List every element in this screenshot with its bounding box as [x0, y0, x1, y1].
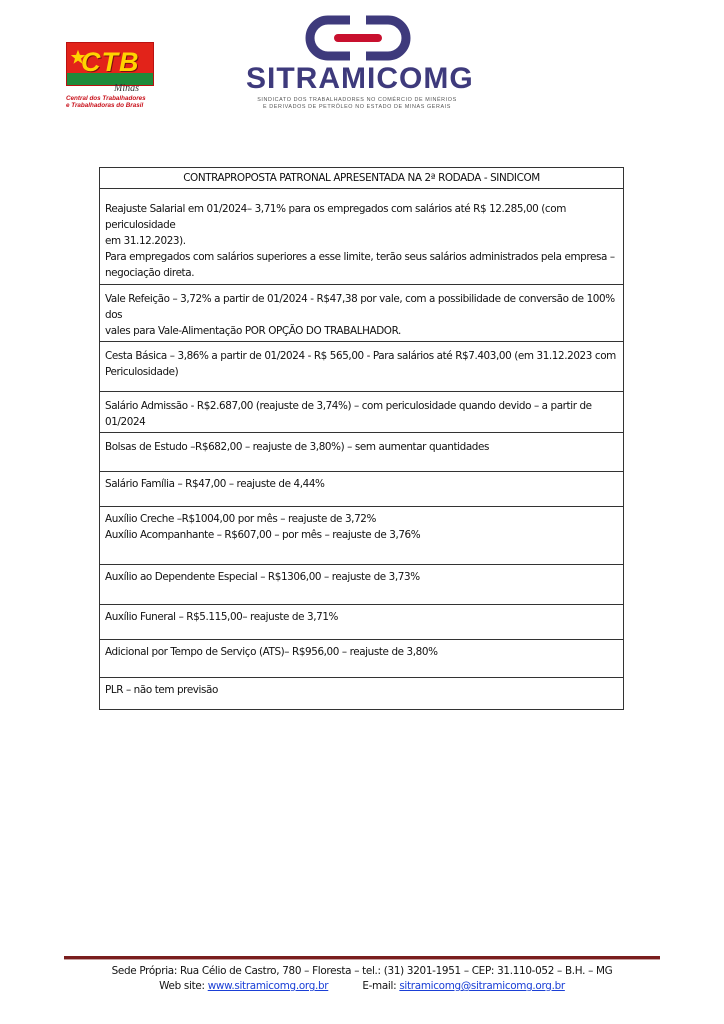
table-row-family-salary: [100, 472, 624, 507]
table-cell: [100, 285, 624, 342]
footer-address: Sede Própria: Rua Célio de Castro, 780 – Floresta – tel.: (31) 3201-1951 – CEP: 31.110-052 – B.H. – MG: [111, 965, 613, 977]
proposal-table: [99, 167, 624, 710]
meal-line: vales para Vale-Alimentação POR OPÇÃO DO TRABALHADOR.: [105, 325, 401, 337]
table-row-daycare-allowance: [100, 507, 624, 565]
basket-line: Cesta Básica – 3,86% a partir de 01/2024 - R$ 565,00 - Para salários até R$7.403,00 (em 31.12.2023 com: [105, 350, 616, 362]
salary-line: Reajuste Salarial em 01/2024– 3,71% para os empregados com salários até R$ 12.285,00 (com periculosidade: [105, 203, 566, 231]
table-cell: [100, 342, 624, 392]
table-cell: [100, 507, 624, 565]
table-header-row: [100, 168, 624, 189]
ctb-logo: [66, 42, 154, 112]
table-row-service-time: [100, 640, 624, 678]
table-cell: PLR – não tem previsão: [100, 678, 624, 710]
daycare-line: Auxílio Creche –R$1004,00 por mês – reajuste de 3,72%: [105, 513, 376, 525]
table-row-special-dependent: [100, 565, 624, 605]
website-link[interactable]: www.sitramicomg.org.br: [207, 980, 329, 992]
ctb-logo-text: CTB: [81, 47, 140, 77]
ctb-subtitle-line1: Central dos Trabalhadores: [66, 95, 146, 102]
salary-line: negociação direta.: [105, 267, 195, 279]
table-row-salary-adjustment: [100, 189, 624, 285]
table-cell: Salário Família – R$47,00 – reajuste de 4,44%: [100, 472, 624, 507]
table-title: CONTRAPROPOSTA PATRONAL APRESENTADA NA 2ª RODADA - SINDICOM: [100, 168, 624, 189]
table-row-scholarship: [100, 433, 624, 472]
companion-line: Auxílio Acompanhante – R$607,00 – por mês – reajuste de 3,76%: [105, 529, 421, 541]
table-cell: Auxílio Funeral – R$5.115,00– reajuste de 3,71%: [100, 605, 624, 640]
ctb-flag: [66, 42, 154, 86]
meal-line: Vale Refeição – 3,72% a partir de 01/2024 - R$47,38 por vale, com a possibilidade de conversão de 100% dos: [105, 293, 615, 321]
table-row-plr: [100, 678, 624, 710]
table-cell: Adicional por Tempo de Serviço (ATS)– R$956,00 – reajuste de 3,80%: [100, 640, 624, 678]
sitramicomg-symbol-icon: [298, 14, 418, 62]
table-cell: Bolsas de Estudo –R$682,00 – reajuste de 3,80%) – sem aumentar quantidades: [100, 433, 624, 472]
table-row-admission-salary: [100, 392, 624, 433]
footer-contacts: [0, 980, 724, 992]
email-link[interactable]: sitramicomg@sitramicomg.org.br: [399, 980, 565, 992]
table-row-funeral-allowance: [100, 605, 624, 640]
website-label: Web site:: [159, 980, 205, 992]
basket-line: Periculosidade): [105, 366, 179, 378]
table-row-basic-basket: [100, 342, 624, 392]
table-cell: Auxílio ao Dependente Especial – R$1306,00 – reajuste de 3,73%: [100, 565, 624, 605]
sitramicomg-logo: [246, 14, 474, 114]
salary-line: Para empregados com salários superiores a esse limite, terão seus salários administrados pela empresa –: [105, 251, 615, 263]
footer-divider: [64, 956, 660, 960]
table-cell: [100, 189, 624, 285]
salary-line: em 31.12.2023).: [105, 235, 186, 247]
email-label: E-mail:: [362, 980, 397, 992]
sitramicomg-subtitle-line2: E DERIVADOS DE PETRÓLEO NO ESTADO DE MINAS GERAIS: [263, 104, 451, 110]
table-cell: Salário Admissão - R$2.687,00 (reajuste de 3,74%) – com periculosidade quando devido – a partir de 01/2024: [100, 392, 624, 433]
sitramicomg-name: SITRAMICOMG: [246, 62, 474, 95]
ctb-subtitle-line2: e Trabalhadoras do Brasil: [66, 102, 144, 109]
ctb-region: Minas: [114, 83, 139, 94]
sitramicomg-subtitle-line1: SINDICATO DOS TRABALHADORES NO COMÉRCIO DE MINÉRIOS: [257, 97, 457, 103]
table-row-meal-voucher: [100, 285, 624, 342]
